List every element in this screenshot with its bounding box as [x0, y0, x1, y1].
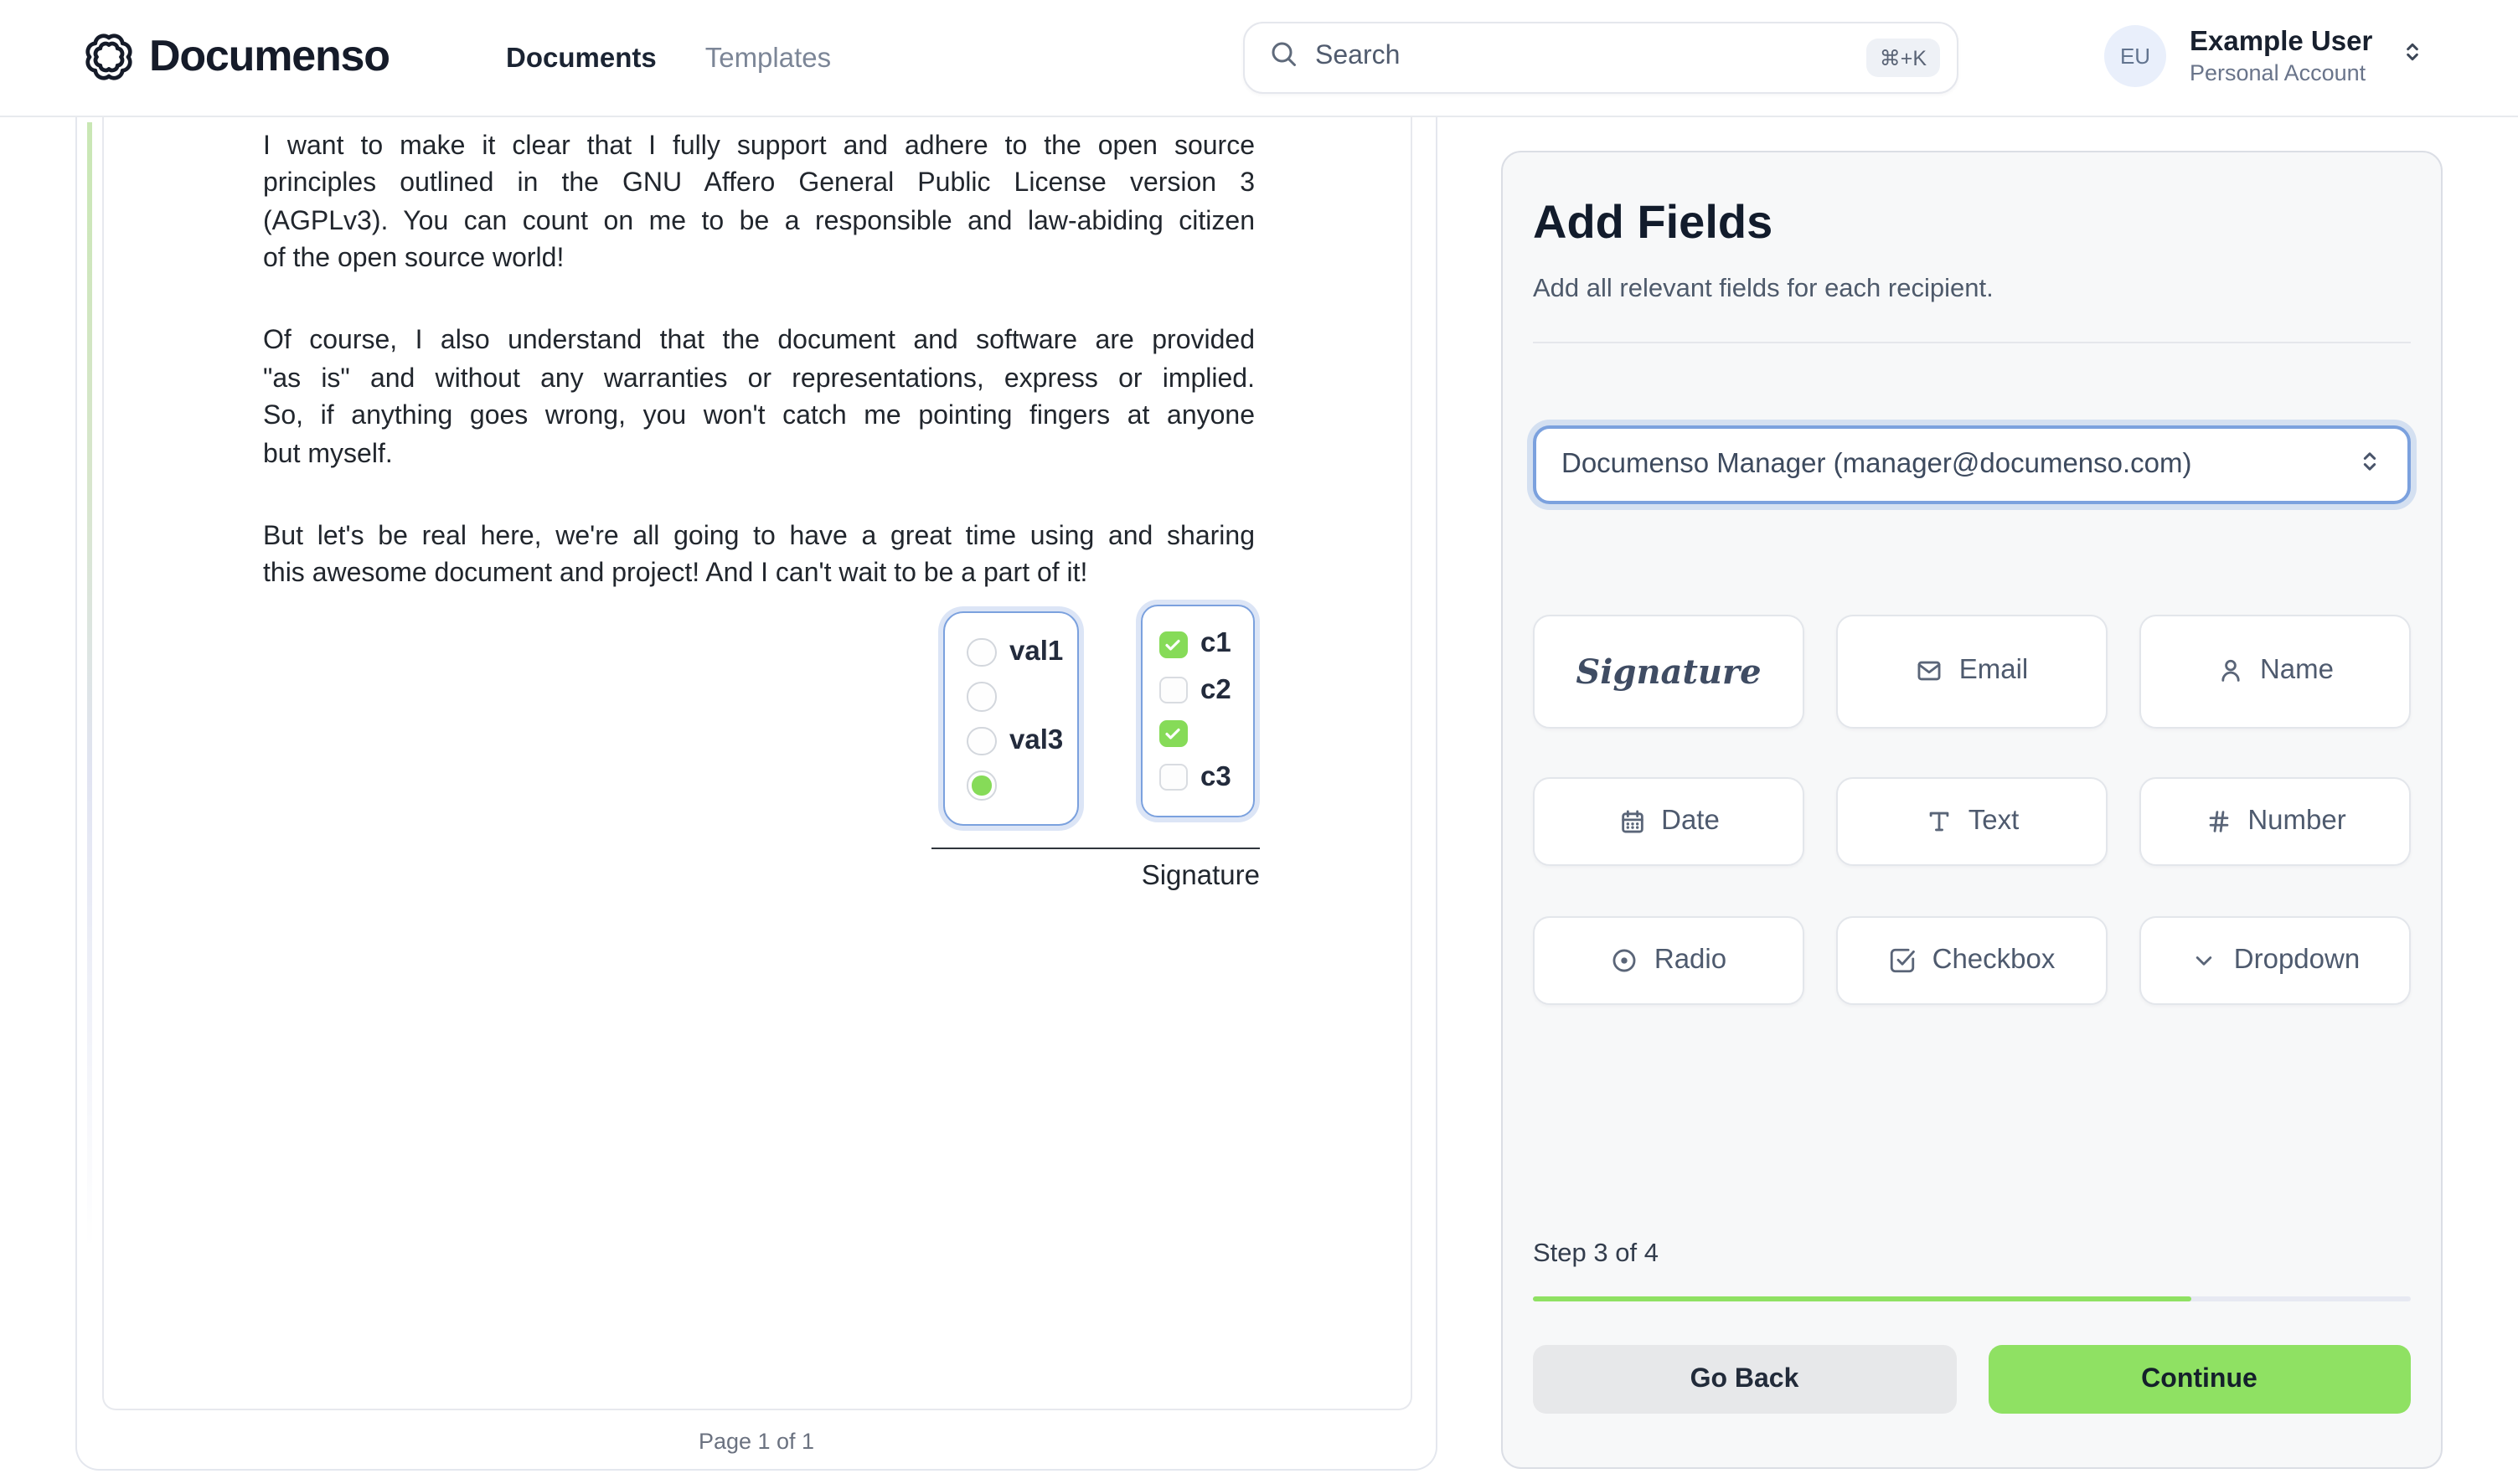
- option-label: val3: [1009, 725, 1064, 756]
- field-button-signature[interactable]: [1533, 615, 1804, 728]
- checkbox-control-checked[interactable]: [1159, 720, 1187, 748]
- field-button-label: Radio: [1654, 944, 1727, 974]
- hash-icon: [2204, 807, 2232, 836]
- checkbox-control[interactable]: [1159, 764, 1187, 791]
- pdf-page: [102, 117, 1412, 1410]
- page-indicator: Page 1 of 1: [698, 1429, 815, 1454]
- document-edge-gradient: [87, 122, 91, 1248]
- calendar-icon: [1618, 807, 1646, 836]
- nav-link-templates[interactable]: Templates: [704, 43, 832, 73]
- field-button-checkbox[interactable]: [1836, 915, 2108, 1004]
- radio-option-val1[interactable]: [945, 636, 1077, 668]
- option-label: c3: [1200, 761, 1231, 792]
- field-button-label: Checkbox: [1932, 944, 2056, 974]
- checkbox-option[interactable]: [1143, 720, 1253, 748]
- go-back-button[interactable]: Go Back: [1533, 1345, 1956, 1414]
- navbar: [0, 0, 2518, 117]
- chevrons-up-down-icon: [2399, 39, 2426, 74]
- document-text: [263, 129, 1255, 638]
- field-button-email[interactable]: [1836, 615, 2108, 728]
- doc-line: of the open source world!: [263, 245, 565, 274]
- radio-icon: [1611, 946, 1639, 974]
- checkbox-option-c2[interactable]: [1143, 674, 1253, 706]
- radio-option[interactable]: [945, 683, 1077, 712]
- chevrons-up-down-icon: [2355, 446, 2384, 483]
- doc-line: "as is" and without any warranties or representations, express or implied.: [263, 364, 1255, 394]
- user-icon: [2216, 657, 2245, 686]
- user-menu[interactable]: [2104, 25, 2426, 87]
- option-label: c2: [1200, 674, 1231, 705]
- doc-line: principles outlined in the GNU Affero General Public License version 3: [263, 169, 1255, 198]
- field-button-label: Dropdown: [2233, 944, 2361, 974]
- field-button-text[interactable]: [1836, 777, 2108, 866]
- documenso-rosette-icon: [84, 31, 134, 81]
- user-account-type: Personal Account: [2190, 60, 2366, 86]
- doc-paragraph: [263, 324, 1255, 474]
- radio-control[interactable]: [967, 683, 996, 712]
- field-button-label: Number: [2247, 806, 2346, 836]
- nav-link-documents[interactable]: Documents: [506, 43, 657, 73]
- brand-logo[interactable]: [84, 30, 390, 82]
- panel-subtitle: Add all relevant fields for each recipient.: [1533, 275, 1994, 303]
- doc-line: (AGPLv3). You can count on me to be a responsible and law-abiding citizen: [263, 207, 1255, 236]
- mail-icon: [1916, 657, 1944, 686]
- radio-field-group[interactable]: [943, 611, 1079, 826]
- radio-control[interactable]: [967, 638, 996, 667]
- radio-control-checked[interactable]: [967, 771, 996, 801]
- field-button-name[interactable]: [2139, 615, 2411, 728]
- brand-name: Documenso: [149, 30, 390, 80]
- radio-option[interactable]: [945, 771, 1077, 801]
- doc-line: this awesome document and project! And I can't wait to be a part of it!: [263, 559, 1088, 589]
- signature-field-line: [931, 848, 1260, 849]
- doc-paragraph: [263, 129, 1255, 279]
- signature-field-label: Signature: [1141, 861, 1260, 891]
- user-text: [2190, 26, 2372, 86]
- panel-actions: [1533, 1345, 2411, 1414]
- checkbox-control[interactable]: [1159, 677, 1187, 704]
- continue-button[interactable]: Continue: [1988, 1345, 2411, 1414]
- option-label: val1: [1009, 636, 1064, 667]
- recipient-select-value: Documenso Manager (manager@documenso.com): [1561, 449, 2192, 479]
- search-icon: [1268, 38, 1298, 76]
- user-avatar: EU: [2104, 25, 2166, 87]
- nav-links: [506, 0, 831, 117]
- progress-bar: [1533, 1296, 2411, 1301]
- field-button-date[interactable]: [1533, 777, 1804, 866]
- field-button-label: Email: [1958, 655, 2029, 686]
- checkbox-field-group[interactable]: [1141, 605, 1255, 817]
- step-indicator: Step 3 of 4: [1533, 1239, 1659, 1268]
- radio-option-val3[interactable]: [945, 725, 1077, 757]
- radio-control[interactable]: [967, 727, 996, 756]
- recipient-select[interactable]: [1533, 425, 2411, 504]
- doc-line: But let's be real here, we're all going to have a great time using and sharing: [263, 522, 1255, 551]
- document-card: [75, 117, 1437, 1471]
- panel-divider: [1533, 342, 2411, 343]
- signature-script-label: Signature: [1576, 651, 1762, 692]
- field-button-radio[interactable]: [1533, 915, 1804, 1004]
- doc-line: Of course, I also understand that the document and software are provided: [263, 327, 1255, 356]
- search-box[interactable]: [1243, 21, 1958, 93]
- type-icon: [1925, 807, 1953, 836]
- search-shortcut-kbd: ⌘+K: [1866, 38, 1940, 76]
- doc-paragraph: [263, 518, 1255, 594]
- field-button-label: Text: [1968, 806, 2020, 836]
- doc-line: So, if anything goes wrong, you won't catch me pointing fingers at anyone: [263, 402, 1255, 431]
- add-fields-panel: [1501, 151, 2443, 1469]
- checkbox-control-checked[interactable]: [1159, 631, 1187, 658]
- field-button-label: Name: [2259, 655, 2334, 686]
- checkbox-icon: [1889, 946, 1917, 974]
- user-name: Example User: [2190, 26, 2373, 57]
- doc-line: I want to make it clear that I fully support and adhere to the open source: [263, 132, 1255, 161]
- search-input[interactable]: [1315, 42, 1866, 72]
- doc-line: but myself.: [263, 440, 393, 469]
- checkbox-option-c1[interactable]: [1143, 629, 1253, 661]
- field-button-label: Date: [1661, 806, 1720, 836]
- checkbox-option-c3[interactable]: [1143, 761, 1253, 793]
- chevron-down-icon: [2190, 946, 2219, 974]
- field-button-dropdown[interactable]: [2139, 915, 2411, 1004]
- field-button-number[interactable]: [2139, 777, 2411, 866]
- fields-grid: [1533, 615, 2411, 1004]
- panel-title: Add Fields: [1533, 196, 1773, 248]
- option-label: c1: [1200, 628, 1231, 659]
- progress-fill: [1533, 1296, 2191, 1301]
